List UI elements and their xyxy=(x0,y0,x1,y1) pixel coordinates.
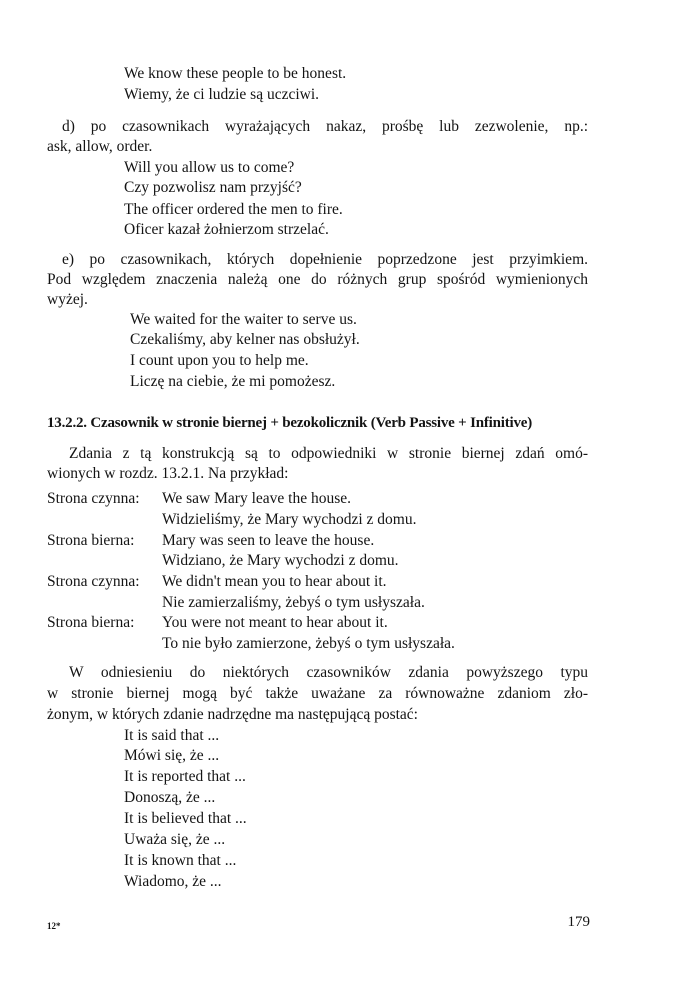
section-heading: 13.2.2. Czasownik w stronie biernej + bezokolicznik (Verb Passive + Infinitive) xyxy=(47,415,533,431)
phrase-polish: Donoszą, że ... xyxy=(124,789,216,806)
phrase-english: It is said that ... xyxy=(124,727,220,744)
example-polish: To nie było zamierzone, żebyś o tym usłyszała. xyxy=(162,635,455,652)
voice-label: Strona czynna: xyxy=(47,490,140,507)
paragraph-line: w stronie biernej mogą być także uważane za równoważne zdaniom zło- xyxy=(47,685,588,702)
point-d-line: ask, allow, order. xyxy=(47,138,153,155)
example-polish: Widzieliśmy, że Mary wychodzi z domu. xyxy=(162,511,417,528)
example-polish: Nie zamierzaliśmy, żebyś o tym usłyszała. xyxy=(162,594,425,611)
example-polish: Wiemy, że ci ludzie są uczciwi. xyxy=(124,86,320,103)
example-polish: Liczę na ciebie, że mi pomożesz. xyxy=(130,373,336,390)
signature-mark: 12* xyxy=(47,921,61,931)
example-english: Will you allow us to come? xyxy=(124,159,295,176)
example-english: We didn't mean you to hear about it. xyxy=(162,573,387,590)
example-english: We know these people to be honest. xyxy=(124,65,347,82)
point-e-line: e) po czasownikach, których dopełnienie poprzedzone jest przyimkiem. xyxy=(62,251,588,268)
page-number: 179 xyxy=(567,914,590,930)
voice-label: Strona bierna: xyxy=(47,532,135,549)
voice-label: Strona bierna: xyxy=(47,614,135,631)
example-english: The officer ordered the men to fire. xyxy=(124,201,343,218)
paragraph-line: żonym, w których zdanie nadrzędne ma następującą postać: xyxy=(47,706,418,723)
example-polish: Czekaliśmy, aby kelner nas obsłużył. xyxy=(130,331,360,348)
example-english: You were not meant to hear about it. xyxy=(162,614,388,631)
phrase-english: It is believed that ... xyxy=(124,810,247,827)
paragraph-line: W odniesieniu do niektórych czasowników zdania powyższego typu xyxy=(69,664,588,681)
intro-line: wionych w rozdz. 13.2.1. Na przykład: xyxy=(47,465,289,482)
phrase-polish: Uważa się, że ... xyxy=(124,831,226,848)
example-english: We waited for the waiter to serve us. xyxy=(130,311,357,328)
example-polish: Czy pozwolisz nam przyjść? xyxy=(124,179,302,196)
voice-label: Strona czynna: xyxy=(47,573,140,590)
example-english: Mary was seen to leave the house. xyxy=(162,532,375,549)
phrase-english: It is reported that ... xyxy=(124,768,246,785)
intro-line: Zdania z tą konstrukcją są to odpowiedniki w stronie biernej zdań omó- xyxy=(69,445,588,462)
point-e-line: wyżej. xyxy=(47,291,88,308)
example-polish: Oficer kazał żołnierzom strzelać. xyxy=(124,221,329,238)
phrase-polish: Wiadomo, że ... xyxy=(124,873,222,890)
point-e-line: Pod względem znaczenia należą one do różnych grup spośród wymienionych xyxy=(47,271,588,288)
phrase-polish: Mówi się, że ... xyxy=(124,747,220,764)
example-polish: Widziano, że Mary wychodzi z domu. xyxy=(162,552,399,569)
example-english: I count upon you to help me. xyxy=(130,352,309,369)
example-english: We saw Mary leave the house. xyxy=(162,490,351,507)
point-d-line: d) po czasownikach wyrażających nakaz, prośbę lub zezwolenie, np.: xyxy=(62,118,588,135)
phrase-english: It is known that ... xyxy=(124,852,237,869)
